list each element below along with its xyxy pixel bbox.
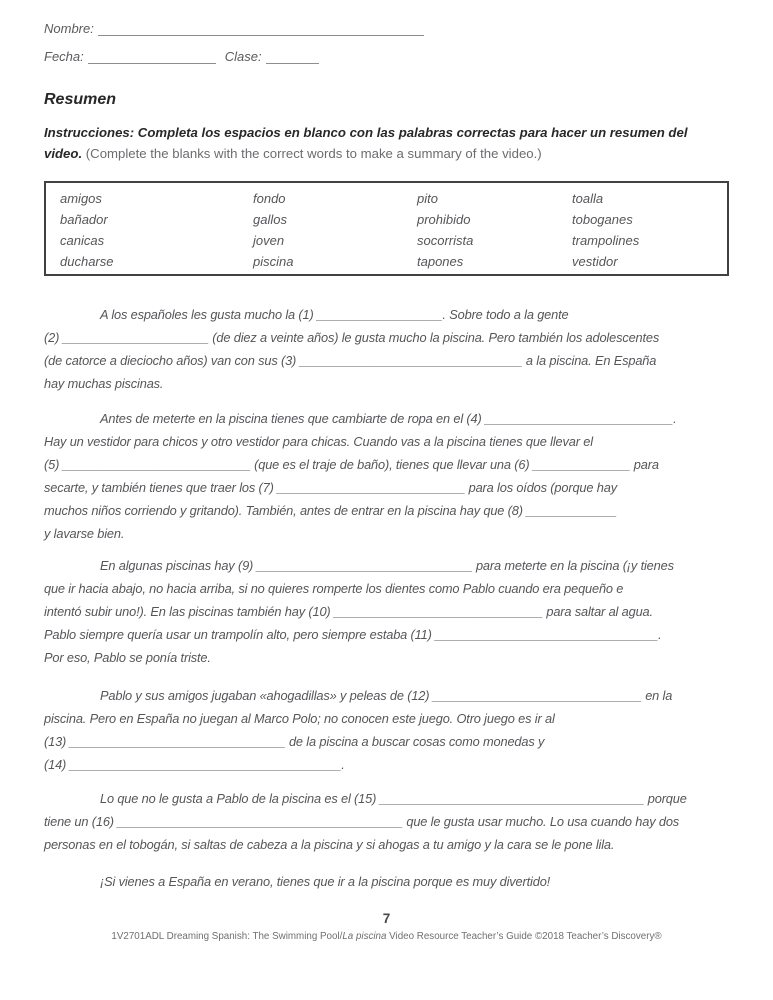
page-number: 7 bbox=[382, 911, 391, 926]
word-bank bbox=[44, 181, 729, 276]
text-line: En algunas piscinas hay (9) _______________________________ para meterte en la piscina (¡y tienes bbox=[100, 558, 674, 573]
word-bank-item: amigos bbox=[60, 191, 102, 206]
text-line: (13) _______________________________ de la piscina a buscar cosas como monedas y bbox=[44, 734, 545, 749]
instructions-line-1 bbox=[44, 122, 729, 143]
text-line: A los españoles les gusta mucho la (1) __________________. Sobre todo a la gente bbox=[100, 307, 569, 322]
section-title: Resumen bbox=[44, 91, 117, 108]
date-class-field-row bbox=[44, 48, 729, 64]
footer-credit-title: La piscina bbox=[342, 931, 387, 942]
instructions-line-2 bbox=[44, 143, 729, 164]
text-line: Pablo siempre quería usar un trampolín alto, pero siempre estaba (11) ________________________________. bbox=[44, 627, 662, 642]
word-bank-column-2 bbox=[253, 188, 417, 274]
footer-credit-prefix: 1V2701ADL Dreaming Spanish: The Swimming Pool/ bbox=[111, 931, 343, 942]
instructions-spanish-part2: video. bbox=[44, 146, 83, 161]
word-bank-item: socorrista bbox=[417, 233, 474, 248]
word-bank-column-3 bbox=[417, 188, 572, 274]
summary-paragraph-6 bbox=[44, 870, 729, 893]
word-bank-item: fondo bbox=[253, 191, 286, 206]
summary-paragraph-4 bbox=[44, 684, 729, 776]
footer-credit-suffix: Video Resource Teacher’s Guide ©2018 Teacher’s Discovery® bbox=[386, 931, 662, 942]
text-line: (14) _______________________________________. bbox=[44, 757, 345, 772]
word-bank-item: bañador bbox=[60, 212, 108, 227]
word-bank-column-1 bbox=[60, 188, 253, 274]
word-bank-item: vestidor bbox=[572, 254, 618, 269]
word-bank-item: ducharse bbox=[60, 254, 114, 269]
text-line: Lo que no le gusta a Pablo de la piscina es el (15) ______________________________________ porque bbox=[100, 791, 687, 806]
text-line: piscina. Pero en España no juegan al Marco Polo; no conocen este juego. Otro juego es ir al bbox=[44, 711, 555, 726]
summary-paragraph-1 bbox=[44, 303, 729, 395]
text-line: intentó subir uno!). En las piscinas también hay (10) ______________________________ para saltar al agua. bbox=[44, 604, 653, 619]
instructions bbox=[44, 122, 729, 164]
text-line: Por eso, Pablo se ponía triste. bbox=[44, 650, 211, 665]
text-line: (2) _____________________ (de diez a veinte años) le gusta mucho la piscina. Pero también los adolescentes bbox=[44, 330, 660, 345]
text-line: tiene un (16) _________________________________________ que le gusta usar mucho. Lo usa cuando hay dos bbox=[44, 814, 680, 829]
text-line: muchos niños corriendo y gritando). También, antes de entrar en la piscina hay que (8) _____________ bbox=[44, 503, 617, 518]
text-line: personas en el tobogán, si saltas de cabeza a la piscina y si ahogas a tu amigo y la cara se le pone lila. bbox=[44, 837, 615, 852]
word-bank-item: toboganes bbox=[572, 212, 633, 227]
text-line: que ir hacia abajo, no hacia arriba, si no quieres romperte los dientes como Pablo cuando era pequeño e bbox=[44, 581, 624, 596]
summary-paragraph-3 bbox=[44, 554, 729, 669]
text-line: secarte, y también tienes que traer los (7) ___________________________ para los oídos (porque hay bbox=[44, 480, 617, 495]
word-bank-column-4 bbox=[572, 188, 727, 274]
instructions-spanish-part1: Instrucciones: Completa los espacios en blanco con las palabras correctas para hacer un resumen del bbox=[44, 125, 688, 140]
fecha-blank-line bbox=[88, 50, 216, 64]
nombre-blank-line bbox=[98, 22, 424, 36]
text-line: Hay un vestidor para chicos y otro vestidor para chicas. Cuando vas a la piscina tienes que llevar el bbox=[44, 434, 593, 449]
text-line: ¡Si vienes a España en verano, tienes que ir a la piscina porque es muy divertido! bbox=[100, 874, 551, 889]
name-field-row bbox=[44, 20, 729, 36]
text-line: y lavarse bien. bbox=[44, 526, 125, 541]
word-bank-item: canicas bbox=[60, 233, 105, 248]
word-bank-item: trampolines bbox=[572, 233, 640, 248]
text-line: hay muchas piscinas. bbox=[44, 376, 164, 391]
clase-label: Clase: bbox=[224, 49, 262, 64]
text-line: (de catorce a dieciocho años) van con sus (3) ________________________________ a la piscina. En España bbox=[44, 353, 657, 368]
nombre-label: Nombre: bbox=[44, 21, 94, 36]
text-line: Pablo y sus amigos jugaban «ahogadillas» y peleas de (12) ______________________________ en la bbox=[100, 688, 673, 703]
word-bank-item: pito bbox=[417, 191, 438, 206]
word-bank-item: tapones bbox=[417, 254, 464, 269]
word-bank-item: toalla bbox=[572, 191, 604, 206]
footer-credit bbox=[44, 930, 729, 943]
instructions-english: (Complete the blanks with the correct words to make a summary of the video.) bbox=[82, 146, 542, 161]
word-bank-item: joven bbox=[253, 233, 285, 248]
word-bank-item: prohibido bbox=[417, 212, 471, 227]
word-bank-item: gallos bbox=[253, 212, 287, 227]
clase-blank-line bbox=[266, 50, 319, 64]
summary-paragraph-2 bbox=[44, 407, 729, 545]
summary-paragraph-5 bbox=[44, 787, 729, 856]
text-line: Antes de meterte en la piscina tienes que cambiarte de ropa en el (4) ___________________________. bbox=[100, 411, 677, 426]
fecha-label: Fecha: bbox=[44, 49, 84, 64]
word-bank-item: piscina bbox=[253, 254, 294, 269]
text-line: (5) ___________________________ (que es el traje de baño), tienes que llevar una (6) ______________ para bbox=[44, 457, 659, 472]
